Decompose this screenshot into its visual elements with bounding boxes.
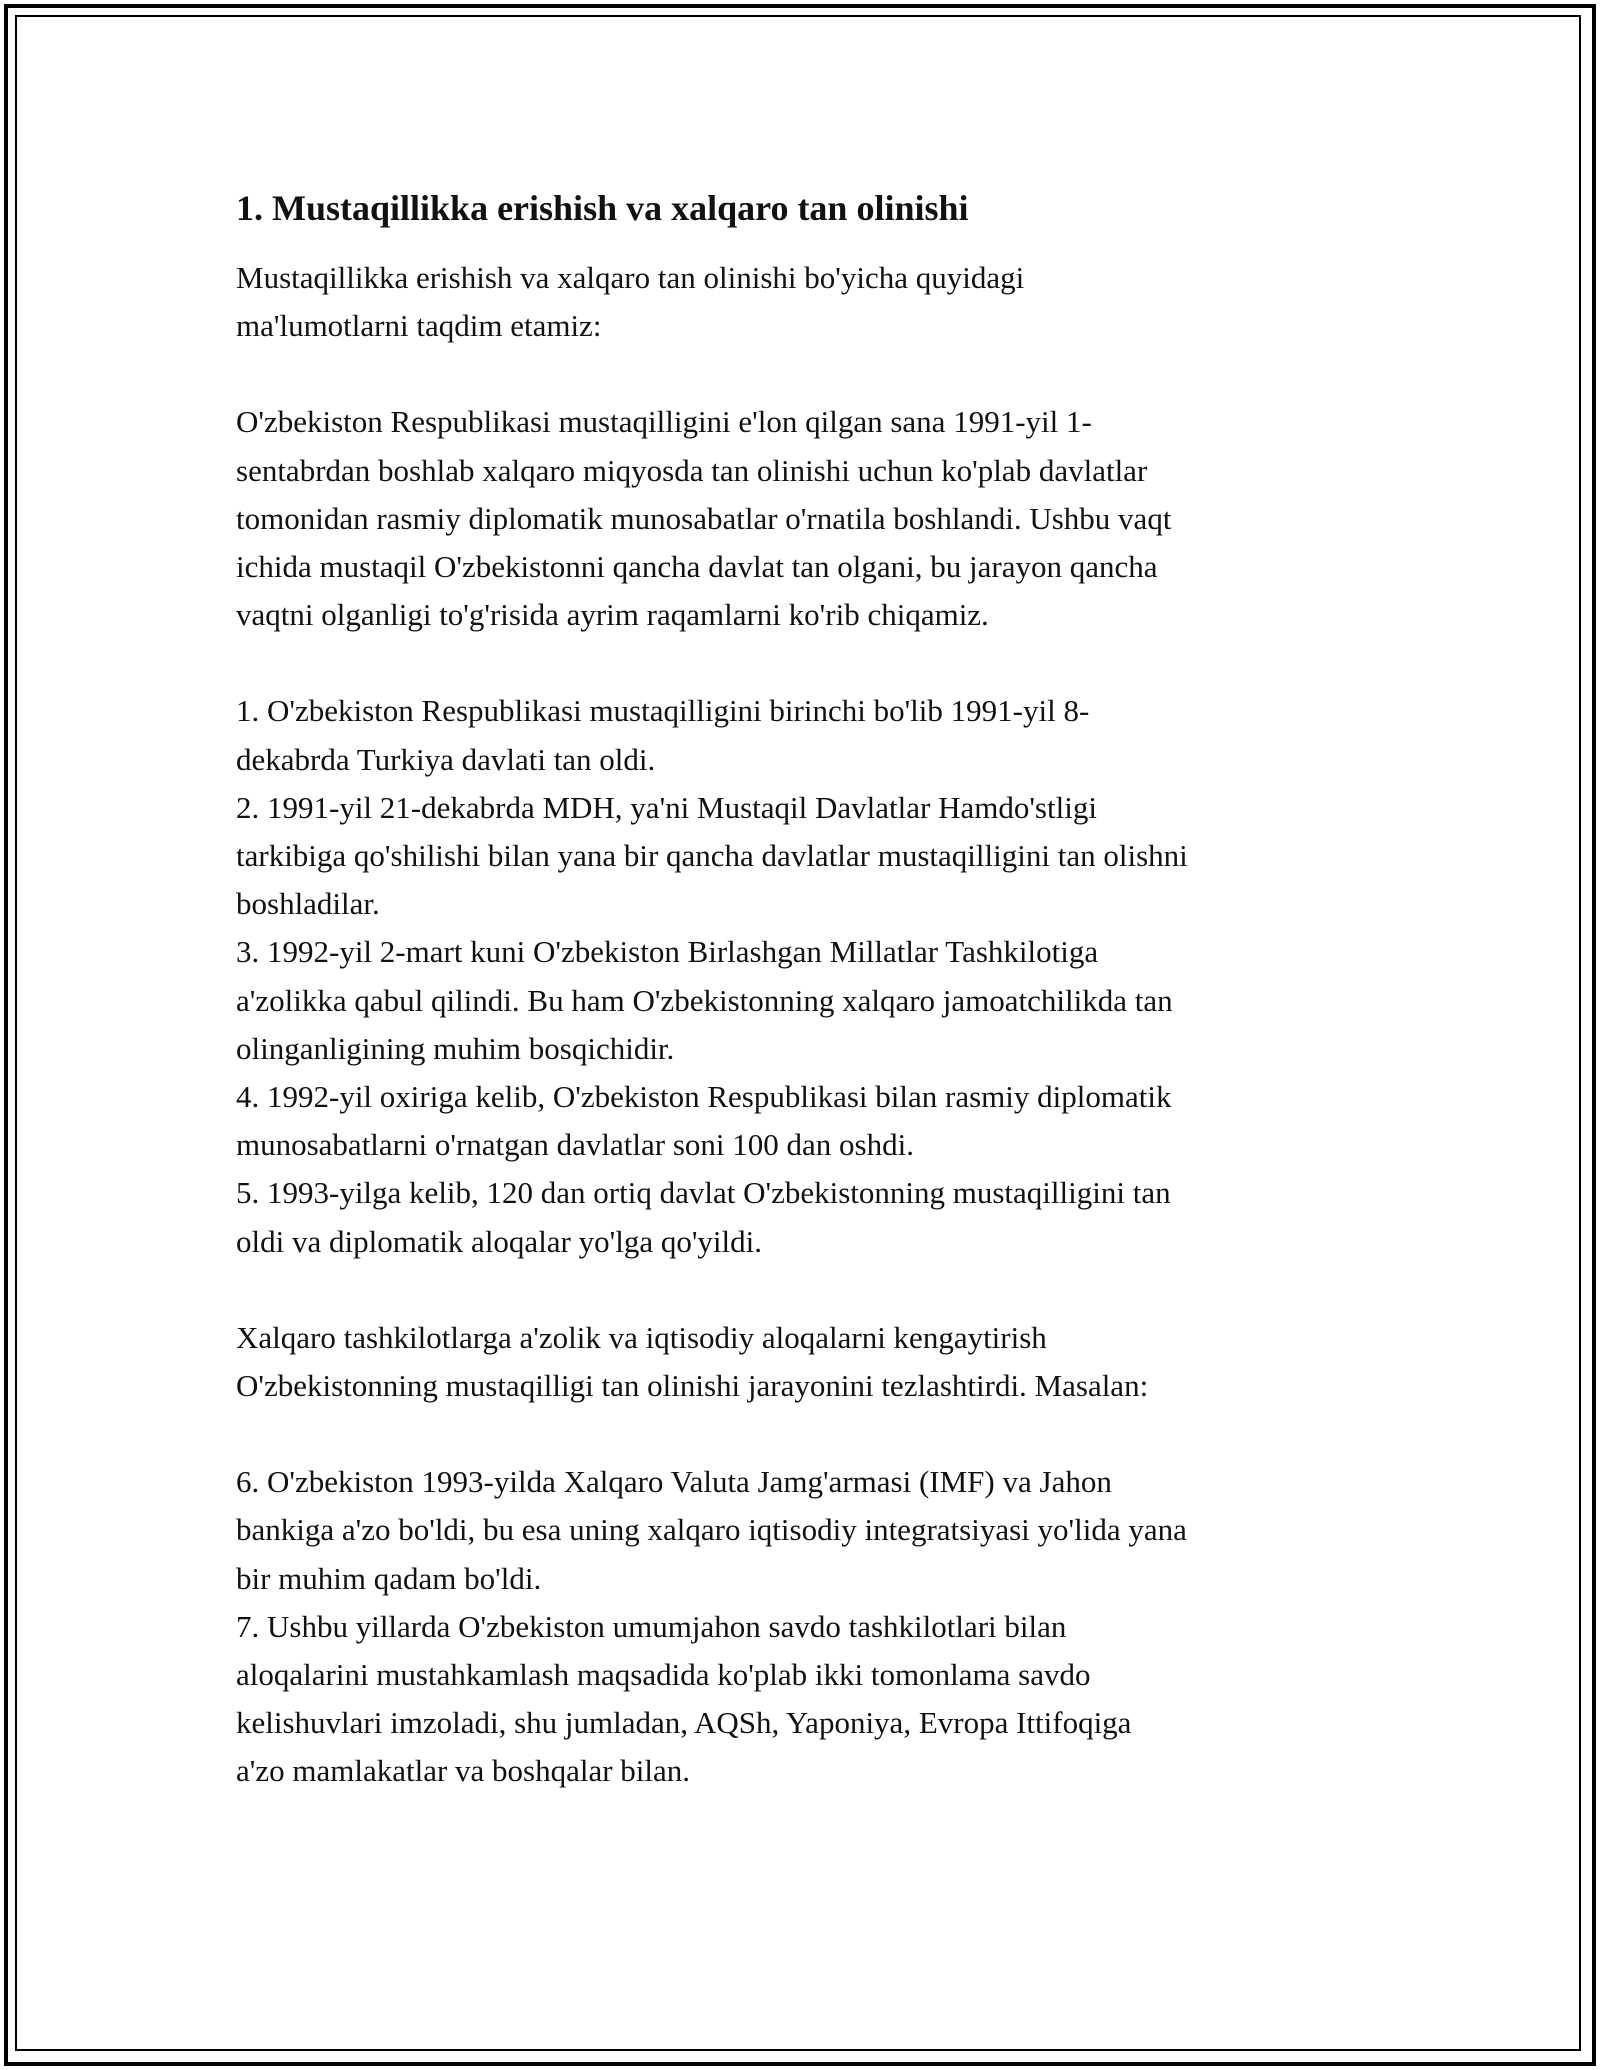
text-line: O'zbekistonning mustaqilligi tan olinishi jarayonini tezlashtirdi. Masalan: [236,1368,1149,1404]
paragraph-international-organizations [236,1314,1376,1410]
list-item-line: a'zo mamlakatlar va boshqalar bilan. [236,1753,691,1789]
numbered-list-2 [236,1458,1376,1795]
text-line: sentabrdan boshlab xalqaro miqyosda tan olinishi uchun ko'plab davlatlar [236,452,1148,488]
list-item-line: 5. 1993-yilga kelib, 120 dan ortiq davlat O'zbekistonning mustaqilligini tan [236,1175,1171,1211]
text-line: Xalqaro tashkilotlarga a'zolik va iqtisodiy aloqalarni kengaytirish [236,1319,1047,1355]
list-item-line: bir muhim qadam bo'ldi. [236,1560,542,1596]
text-line: vaqtni olganligi to'g'risida ayrim raqamlarni ko'rib chiqamiz. [236,597,989,633]
list-item-line: 4. 1992-yil oxiriga kelib, O'zbekiston Respublikasi bilan rasmiy diplomatik [236,1079,1172,1115]
text-line: ma'lumotlarni taqdim etamiz: [236,308,602,344]
list-item-line: a'zolikka qabul qilindi. Bu ham O'zbekistonning xalqaro jamoatchilikda tan [236,982,1173,1018]
list-item-line: tarkibiga qo'shilishi bilan yana bir qancha davlatlar mustaqilligini tan olishni [236,838,1188,874]
paragraph-gap [236,1266,1376,1314]
list-item-line: bankiga a'zo bo'ldi, bu esa uning xalqaro iqtisodiy integratsiyasi yo'lida yana [236,1512,1187,1548]
list-item-line: 6. O'zbekiston 1993-yilda Xalqaro Valuta Jamg'armasi (IMF) va Jahon [236,1464,1112,1500]
paragraph-independence-recognition [236,398,1376,639]
list-item-line: oldi va diplomatik aloqalar yo'lga qo'yildi. [236,1223,763,1259]
text-line: O'zbekiston Respublikasi mustaqilligini e'lon qilgan sana 1991-yil 1- [236,404,1092,440]
paragraph-gap [236,1410,1376,1458]
list-item-line: aloqalarini mustahkamlash maqsadida ko'plab ikki tomonlama savdo [236,1657,1091,1693]
list-item-line: boshladilar. [236,886,380,922]
intro-paragraph [236,254,1376,350]
list-item-line: munosabatlarni o'rnatgan davlatlar soni 100 dan oshdi. [236,1127,914,1163]
text-line: ichida mustaqil O'zbekistonni qancha davlat tan olgani, bu jarayon qancha [236,549,1158,585]
list-item-line: 3. 1992-yil 2-mart kuni O'zbekiston Birlashgan Millatlar Tashkilotiga [236,934,1099,970]
list-item-line: dekabrda Turkiya davlati tan oldi. [236,741,656,777]
list-item-line: 2. 1991-yil 21-dekabrda MDH, ya'ni Mustaqil Davlatlar Hamdo'stligi [236,789,1097,825]
list-item-line: olinganligining muhim bosqichidir. [236,1030,675,1066]
text-line: tomonidan rasmiy diplomatik munosabatlar o'rnatila boshlandi. Ushbu vaqt [236,500,1172,536]
paragraph-gap [236,350,1376,398]
document-title: 1. Mustaqillikka erishish va xalqaro tan olinishi [236,188,969,228]
numbered-list-1 [236,687,1376,1265]
paragraph-gap [236,639,1376,687]
list-item-line: kelishuvlari imzoladi, shu jumladan, AQSh, Yaponiya, Evropa Ittifoqiga [236,1705,1132,1741]
list-item-line: 7. Ushbu yillarda O'zbekiston umumjahon savdo tashkilotlari bilan [236,1608,1067,1644]
text-line: Mustaqillikka erishish va xalqaro tan olinishi bo'yicha quyidagi [236,260,1025,295]
document-body [236,185,1376,1796]
list-item-line: 1. O'zbekiston Respublikasi mustaqilligini birinchi bo'lib 1991-yil 8- [236,693,1090,729]
